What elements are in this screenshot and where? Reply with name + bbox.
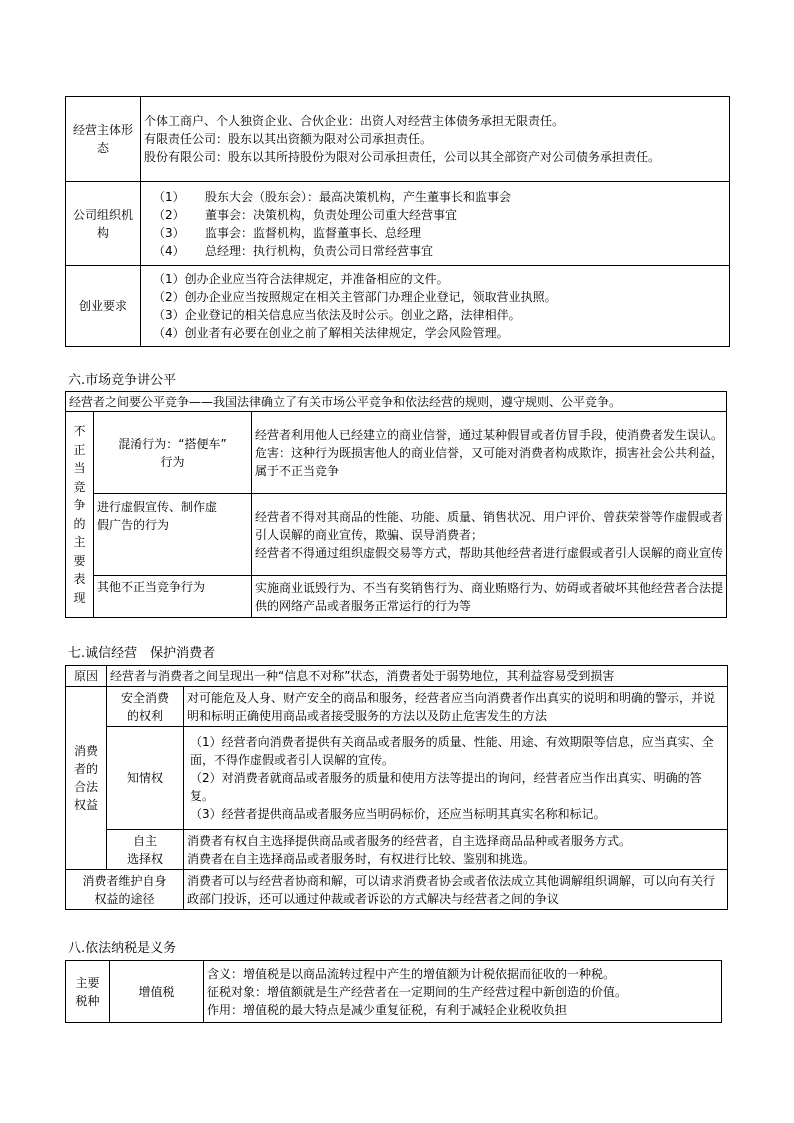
table-row xyxy=(66,576,727,618)
main-tax-label: 主要 税种 xyxy=(66,961,110,1023)
content-line: （4）创业者有必要在创业之前了解相关法律规定，学会风险管理。 xyxy=(153,326,509,340)
consumer-rights-label: 消费 者的 合法 权益 xyxy=(66,687,107,870)
section-6-heading: 六.市场竞争讲公平 xyxy=(68,373,177,388)
table-row xyxy=(66,687,728,727)
section-8-heading: 八.依法纳税是义务 xyxy=(68,941,177,956)
vat-label: 增值税 xyxy=(110,961,204,1023)
table-row xyxy=(66,830,728,870)
row-content-startup-requirements xyxy=(141,266,730,347)
protection-channel-desc: 消费者可以与经营者协商和解，可以请求消费者协会或者依法成立其他调解组织调解，可以向有关行政部门投诉，还可以通过仲裁或者诉讼的方式解决与经营者之间的争议 xyxy=(184,870,728,910)
business-forms-table xyxy=(65,96,730,347)
content-line: （3）企业登记的相关信息应当依法及时公示。创业之路，法律相伴。 xyxy=(153,308,521,322)
safety-right-desc: 对可能危及人身、财产安全的商品和服务，经营者应当向消费者作出真实的说明和明确的警示，并说明和标明正确使用商品或者接受服务的方法以及防止危害发生的方法 xyxy=(184,687,728,727)
free-choice-label: 自主 选择权 xyxy=(107,830,184,870)
label-text: 经营主体形态 xyxy=(72,123,133,155)
vat-desc: 含义：增值税是以商品流转过程中产生的增值额为计税依据而征收的一种税。 征税对象：增值额就是生产经营者在一定期间的生产经营过程中新创造的价值。 作用：增值税的最大特点是减少重复征税，有利于减轻企业税收负担 xyxy=(204,961,722,1023)
content-line: 有限责任公司：股东以其出资额为限对公司承担责任。 xyxy=(144,132,433,146)
content-line: 个体工商户、个人独资企业、合伙企业：出资人对经营主体债务承担无限责任。 xyxy=(144,114,565,128)
label-text: 创业要求 xyxy=(78,299,127,313)
list-item: （4） 总经理：执行机构，负责公司日常经营事宜 xyxy=(153,243,434,258)
row-label-startup-requirements xyxy=(66,266,141,347)
table-row xyxy=(66,870,728,910)
list-item: （2） 董事会：决策机构，负责处理公司重大经营事宜 xyxy=(153,207,458,222)
intro-text: 经营者之间要公平竞争——我国法律确立了有关市场公平竞争和依法经营的规则，遵守规则、公平竞争。 xyxy=(69,394,622,409)
table-row xyxy=(66,666,728,687)
row-content-business-forms xyxy=(141,97,730,182)
unfair-competition-side-label: 不 正 当 竞 争 的 主 要 表 现 xyxy=(66,412,94,618)
tax-table xyxy=(65,960,722,1023)
table-row xyxy=(66,97,730,182)
section-7-heading: 七.诚信经营 保护消费者 xyxy=(68,646,216,661)
fair-competition-table xyxy=(65,391,727,618)
free-choice-desc: 消费者有权自主选择提供商品或者服务的经营者，自主选择商品品种或者服务方式。 消费者在自主选择商品或者服务时，有权进行比较、鉴别和挑选。 xyxy=(184,830,728,870)
false-advertising-label: 进行虚假宣传、制作虚 假广告的行为 xyxy=(94,494,252,576)
cause-text: 经营者与消费者之间呈现出一种“信息不对称”状态，消费者处于弱势地位，其利益容易受到损害 xyxy=(107,666,728,687)
list-item: （3） 监事会：监督机构，监督董事长、总经理 xyxy=(153,225,422,240)
table-row xyxy=(66,961,722,1023)
safety-right-label: 安全消费 的权利 xyxy=(107,687,184,727)
table-row xyxy=(66,266,730,347)
list-item: （1） 股东大会（股东会）：最高决策机构，产生董事长和监事会 xyxy=(153,189,512,204)
table-row xyxy=(66,727,728,830)
content-line: 股份有限公司：股东以其所持股份为限对公司承担责任，公司以其全部资产对公司债务承担责任。 xyxy=(144,150,661,164)
consumer-rights-table xyxy=(65,665,728,910)
confusion-behavior-label: 混淆行为：“搭便车” 行为 xyxy=(94,412,252,494)
fair-competition-intro xyxy=(66,392,727,412)
row-content-company-organization xyxy=(141,182,730,266)
table-row xyxy=(66,182,730,266)
row-label-business-forms xyxy=(66,97,141,182)
cause-label: 原因 xyxy=(66,666,107,687)
right-to-know-desc: （1）经营者向消费者提供有关商品或者服务的质量、性能、用途、有效期限等信息，应当真实、全面，不得作虚假或者引人误解的宣传。 （2）对消费者就商品或者服务的质量和使用方法等提出的询问，经营者应当作出真实、明确的答复。 （3）经营者提供商品或者服务应当明码标价，还应当标明其真实名称和标记。 xyxy=(184,727,728,830)
table-row xyxy=(66,412,727,494)
table-row xyxy=(66,392,727,412)
label-text: 公司组织机构 xyxy=(72,207,133,240)
other-unfair-desc: 实施商业诋毁行为、不当有奖销售行为、商业贿赂行为、妨碍或者破坏其他经营者合法提供的网络产品或者服务正常运行的行为等 xyxy=(252,576,727,618)
other-unfair-label: 其他不正当竞争行为 xyxy=(94,576,252,618)
content-line: （2）创办企业应当按照规定在相关主管部门办理企业登记，领取营业执照。 xyxy=(153,290,557,304)
protection-channel-label: 消费者维护自身 权益的途径 xyxy=(66,870,184,910)
table-row xyxy=(66,494,727,576)
content-line: （1）创办企业应当符合法律规定，并准备相应的文件。 xyxy=(153,272,449,286)
right-to-know-label: 知情权 xyxy=(107,727,184,830)
confusion-behavior-desc: 经营者利用他人已经建立的商业信誉，通过某种假冒或者仿冒手段，使消费者发生误认。 危害：这种行为既损害他人的商业信誉，又可能对消费者构成欺诈，损害社会公共利益，属于不正当竞争 xyxy=(252,412,727,494)
row-label-company-organization xyxy=(66,182,141,266)
false-advertising-desc: 经营者不得对其商品的性能、功能、质量、销售状况、用户评价、曾获荣誉等作虚假或者引人误解的商业宣传，欺骗、误导消费者； 经营者不得通过组织虚假交易等方式，帮助其他经营者进行虚假或者引人误解的商业宣传 xyxy=(252,494,727,576)
